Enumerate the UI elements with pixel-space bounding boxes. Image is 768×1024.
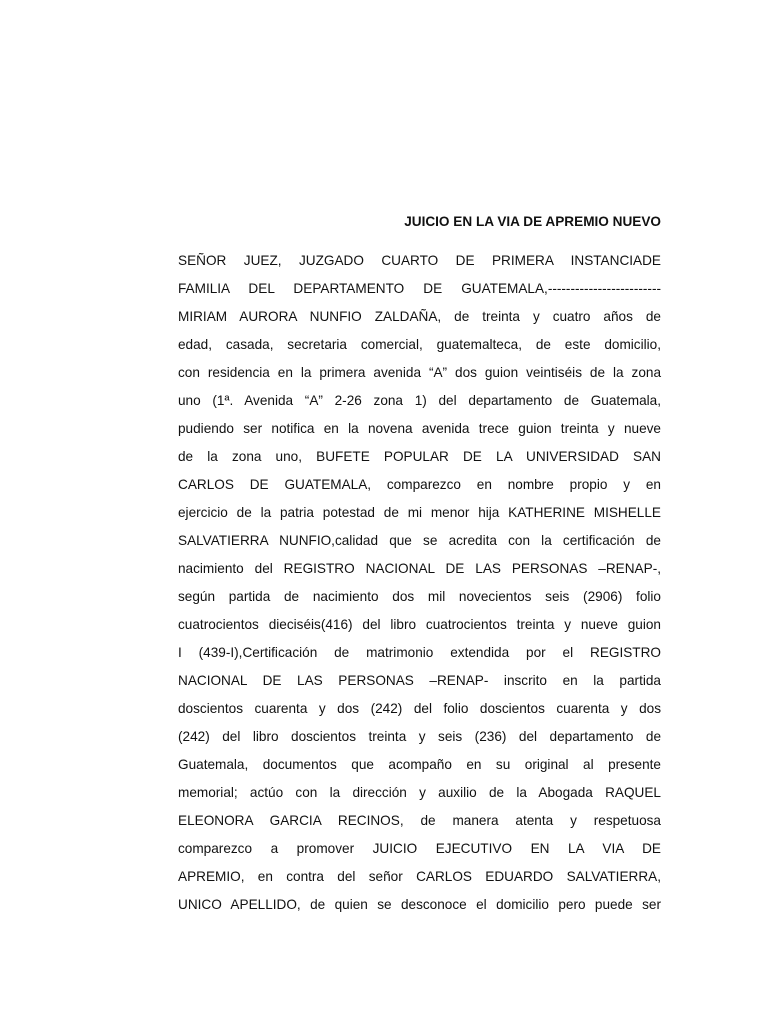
body-line: APREMIO, en contra del señor CARLOS EDUARDO SALVATIERRA, (178, 869, 661, 884)
body-line: pudiendo ser notifica en la novena avenida trece guion treinta y nueve (178, 421, 661, 436)
body-line: doscientos cuarenta y dos (242) del folio doscientos cuarenta y dos (178, 701, 661, 716)
body-line: NACIONAL DE LAS PERSONAS –RENAP- inscrito en la partida (178, 673, 661, 688)
body-line: según partida de nacimiento dos mil novecientos seis (2906) folio (178, 589, 661, 604)
body-line: CARLOS DE GUATEMALA, comparezco en nombre propio y en (178, 477, 661, 492)
body-line: FAMILIA DEL DEPARTAMENTO DE GUATEMALA,------------------------- (178, 281, 661, 296)
document-body (178, 250, 661, 922)
body-line: de la zona uno, BUFETE POPULAR DE LA UNIVERSIDAD SAN (178, 449, 661, 464)
body-line: ELEONORA GARCIA RECINOS, de manera atenta y respetuosa (178, 813, 661, 828)
body-line: UNICO APELLIDO, de quien se desconoce el domicilio pero puede ser (178, 897, 661, 912)
body-line: SEÑOR JUEZ, JUZGADO CUARTO DE PRIMERA INSTANCIADE (178, 253, 661, 268)
body-line: I (439-I),Certificación de matrimonio extendida por el REGISTRO (178, 645, 661, 660)
body-line: cuatrocientos dieciséis(416) del libro cuatrocientos treinta y nueve guion (178, 617, 661, 632)
body-line: nacimiento del REGISTRO NACIONAL DE LAS PERSONAS –RENAP-, (178, 561, 661, 576)
body-line: con residencia en la primera avenida “A” dos guion veintiséis de la zona (178, 365, 661, 380)
body-line: uno (1ª. Avenida “A” 2-26 zona 1) del departamento de Guatemala, (178, 393, 661, 408)
body-line: memorial; actúo con la dirección y auxilio de la Abogada RAQUEL (178, 785, 661, 800)
body-line: comparezco a promover JUICIO EJECUTIVO EN LA VIA DE (178, 841, 661, 856)
body-line: SALVATIERRA NUNFIO,calidad que se acredita con la certificación de (178, 533, 661, 548)
body-line: (242) del libro doscientos treinta y seis (236) del departamento de (178, 729, 661, 744)
body-line: Guatemala, documentos que acompaño en su original al presente (178, 757, 661, 772)
body-line: ejercicio de la patria potestad de mi menor hija KATHERINE MISHELLE (178, 505, 661, 520)
body-line: MIRIAM AURORA NUNFIO ZALDAÑA, de treinta y cuatro años de (178, 309, 661, 324)
document-title: JUICIO EN LA VIA DE APREMIO NUEVO (404, 214, 661, 229)
body-line: edad, casada, secretaria comercial, guatemalteca, de este domicilio, (178, 337, 661, 352)
